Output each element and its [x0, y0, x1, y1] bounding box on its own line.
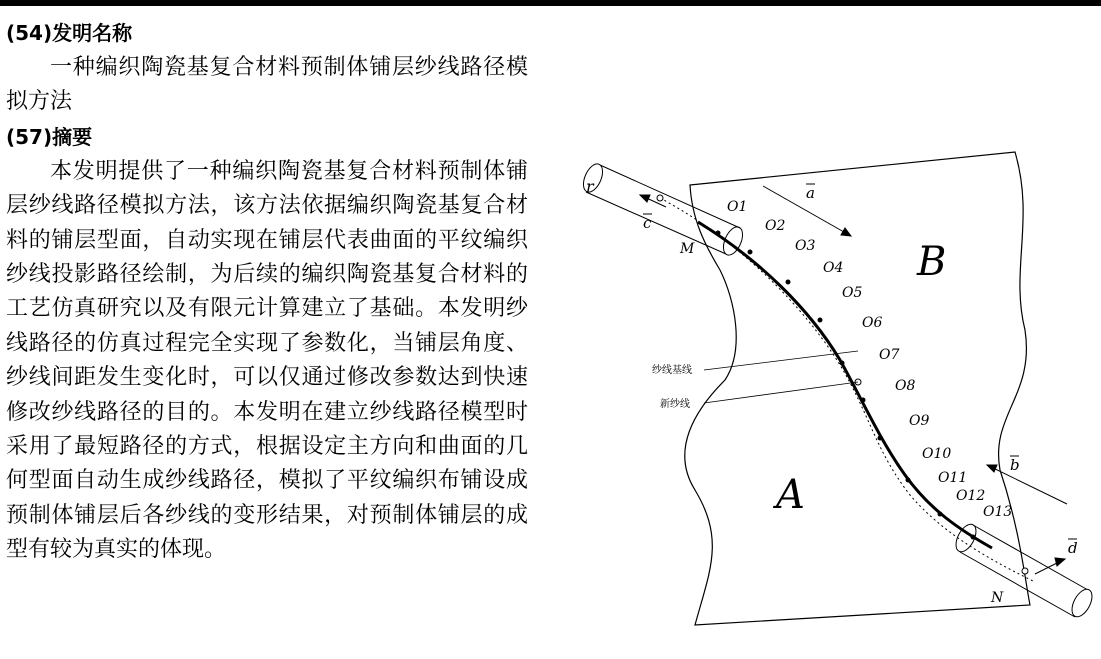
invention-title-heading: (54)发明名称 [6, 21, 133, 45]
point-o6-label: O6 [862, 315, 883, 331]
point-o1-label: O1 [727, 199, 748, 215]
surface-outline [685, 152, 1030, 625]
point-o10-label: O10 [922, 446, 952, 462]
patent-figure [580, 150, 1100, 645]
abstract-heading: (57)摘要 [6, 124, 93, 149]
top-rule [0, 0, 1101, 6]
vector-c-label: c [643, 214, 652, 232]
abstract-column [6, 16, 528, 568]
point-o8-label: O8 [895, 378, 916, 394]
point-o9-label: O9 [909, 413, 930, 429]
point-o4-label: O4 [823, 260, 844, 276]
point-o3-label: O3 [795, 238, 816, 254]
region-b-label: B [917, 239, 947, 285]
region-a-label: A [776, 472, 805, 518]
invention-title-text: 一种编织陶瓷基复合材料预制体铺层纱线路径模拟方法 [6, 55, 528, 115]
vector-b-label: b [1010, 456, 1020, 474]
abstract-text: 本发明提供了一种编织陶瓷基复合材料预制体铺层纱线路径模拟方法，该方法依据编织陶瓷基复合材料的铺层型面，自动实现在铺层代表曲面的平纹编织纱线投影路径绘制，为后续的编织陶瓷基复合材料的工艺仿真研究以及有限元计算建立了基础。本发明纱线路径的仿真过程完全实现了参数化，当铺层角度、纱线间距发生变化时，可以仅通过修改参数达到快速修改纱线路径的目的。本发明在建立纱线路径模型时采用了最短路径的方式，根据设定主方向和曲面的几何型面自动生成纱线路径，模拟了平纹编织布铺设成预制体铺层后各纱线的变形结果，对预制体铺层的成型有较为真实的体现。 [6, 158, 528, 563]
point-o2-label: O2 [765, 218, 786, 234]
vector-a-label: a [806, 184, 815, 202]
point-o12-label: O12 [956, 488, 986, 504]
new-yarn-callout: 新纱线 [660, 399, 690, 410]
vector-overbars [643, 184, 1077, 539]
point-o11-label: O11 [938, 470, 968, 486]
point-n-label: N [991, 590, 1004, 606]
yarn-baseline-path [698, 222, 992, 548]
point-o5-label: O5 [842, 285, 863, 301]
yarn-tube-upper [580, 161, 746, 258]
point-o7-label: O7 [879, 347, 900, 363]
vector-d-label: d [1068, 539, 1078, 557]
point-o13-label: O13 [983, 504, 1013, 520]
radius-label: r [586, 177, 594, 196]
yarn-baseline-callout: 纱线基线 [652, 365, 692, 376]
o-point-labels [727, 199, 1012, 520]
point-m-label: M [680, 241, 695, 257]
